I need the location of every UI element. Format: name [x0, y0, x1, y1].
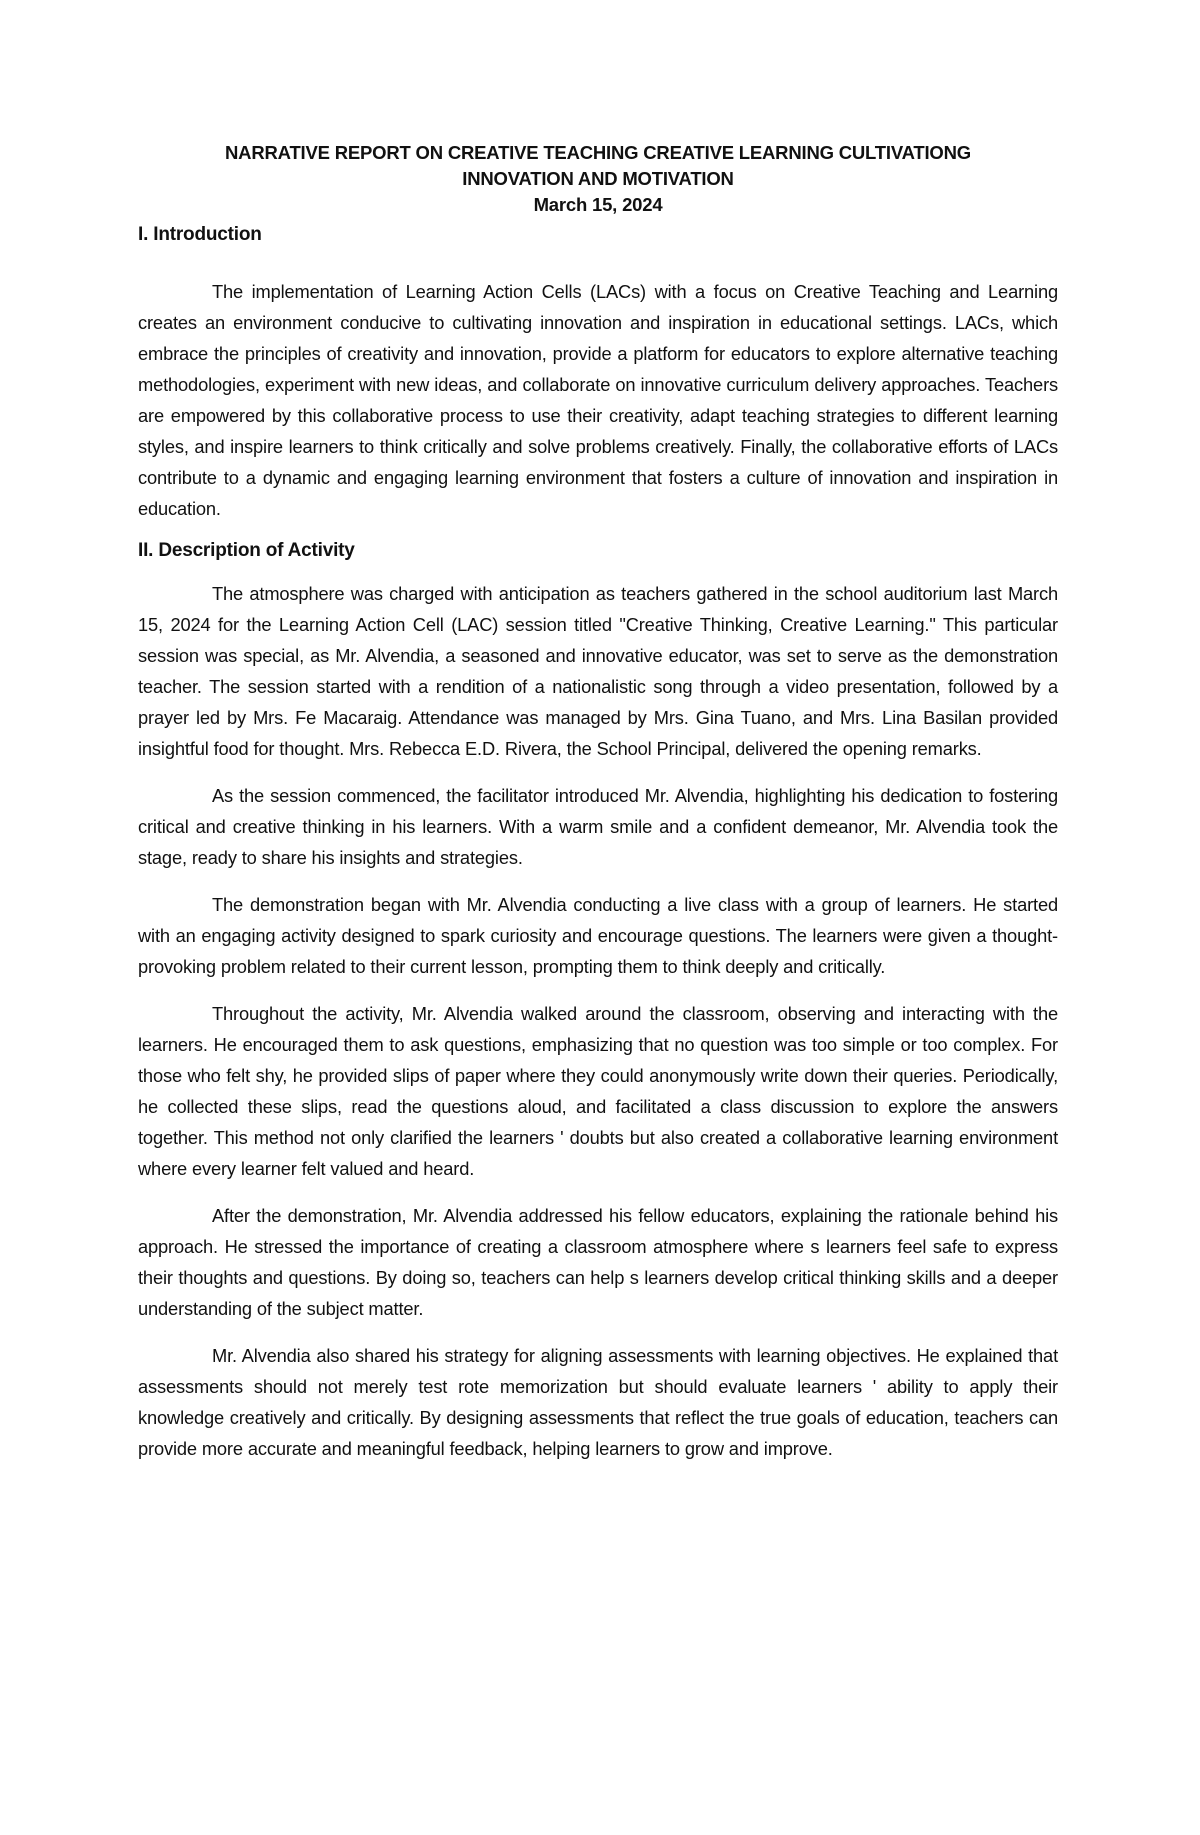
description-paragraph-1: The atmosphere was charged with anticipation as teachers gathered in the school auditorium last March 15, 2024 for the Learning Action Cell (LAC) session titled "Creative Thinking, Creative Learning." This particular session was special, as Mr. Alvendia, a seasoned and innovative educator, was set to serve as the demonstration teacher. The session started with a rendition of a nationalistic song through a video presentation, followed by a prayer led by Mrs. Fe Macaraig. Attendance was managed by Mrs. Gina Tuano, and Mrs. Lina Basilan provided insightful food for thought. Mrs. Rebecca E.D. Rivera, the School Principal, delivered the opening remarks.: [138, 583, 1058, 759]
report-date: March 15, 2024: [533, 194, 663, 215]
description-paragraph-3: The demonstration began with Mr. Alvendia conducting a live class with a group of learners. He started with an engaging activity designed to spark curiosity and encourage questions. The learners were given a thought-provoking problem related to their current lesson, prompting them to think deeply and critically.: [138, 894, 1058, 977]
description-paragraph-5: After the demonstration, Mr. Alvendia addressed his fellow educators, explaining the rationale behind his approach. He stressed the importance of creating a classroom atmosphere where s learners feel safe to express their thoughts and questions. By doing so, teachers can help s learners develop critical thinking skills and a deeper understanding of the subject matter.: [138, 1205, 1058, 1319]
document-body: [138, 140, 1058, 1464]
description-paragraph-2: As the session commenced, the facilitator introduced Mr. Alvendia, highlighting his dedication to fostering critical and creative thinking in his learners. With a warm smile and a confident demeanor, Mr. Alvendia took the stage, ready to share his insights and strategies.: [138, 785, 1058, 868]
title-line-1: NARRATIVE REPORT ON CREATIVE TEACHING CREATIVE LEARNING CULTIVATIONG: [225, 142, 971, 163]
description-paragraph-4: Throughout the activity, Mr. Alvendia walked around the classroom, observing and interacting with the learners. He encouraged them to ask questions, emphasizing that no question was too simple or too complex. For those who felt shy, he provided slips of paper where they could anonymously write down their queries. Periodically, he collected these slips, read the questions aloud, and facilitated a class discussion to explore the answers together. This method not only clarified the learners ' doubts but also created a collaborative learning environment where every learner felt valued and heard.: [138, 1003, 1058, 1179]
introduction-paragraph: The implementation of Learning Action Cells (LACs) with a focus on Creative Teaching and Learning creates an environment conducive to cultivating innovation and inspiration in educational settings. LACs, which embrace the principles of creativity and innovation, provide a platform for educators to explore alternative teaching methodologies, experiment with new ideas, and collaborate on innovative curriculum delivery approaches. Teachers are empowered by this collaborative process to use their creativity, adapt teaching strategies to different learning styles, and inspire learners to think critically and solve problems creatively. Finally, the collaborative efforts of LACs contribute to a dynamic and engaging learning environment that fosters a culture of innovation and inspiration in education.: [138, 281, 1058, 519]
title-line-2: INNOVATION AND MOTIVATION: [462, 168, 734, 189]
description-paragraph-6: Mr. Alvendia also shared his strategy for aligning assessments with learning objectives. He explained that assessments should not merely test rote memorization but should evaluate learners ' ability to apply their knowledge creatively and critically. By designing assessments that reflect the true goals of education, teachers can provide more accurate and meaningful feedback, helping learners to grow and improve.: [138, 1345, 1058, 1459]
section-heading-description: II. Description of Activity: [138, 540, 355, 561]
report-title: [138, 140, 1058, 218]
section-heading-introduction: I. Introduction: [138, 224, 262, 245]
